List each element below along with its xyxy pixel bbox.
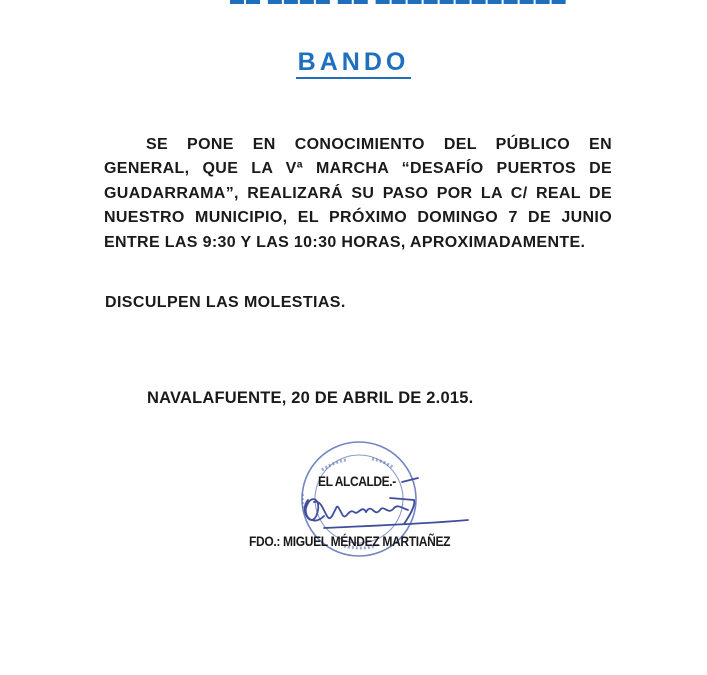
official-seal-and-signature xyxy=(284,442,474,572)
signer-name: FDO.: MIGUEL MÉNDEZ MARTIAÑEZ xyxy=(249,533,451,549)
cropped-header-remnant xyxy=(230,0,480,3)
announcement-body: SE PONE EN CONOCIMIENTO DEL PÚBLICO EN GENERAL, QUE LA Vª MARCHA “DESAFÍO PUERTOS DE GUADARRAMA”, REALIZARÁ SU PASO POR LA C/ REAL DE NUESTRO MUNICIPIO, EL PRÓXIMO DOMINGO 7 DE JUNIO ENTRE LAS 9:30 Y LAS 10:30 HORAS, APROXIMADAMENTE. xyxy=(104,136,612,251)
signer-role: EL ALCALDE.- xyxy=(318,473,396,489)
document-title: BANDO xyxy=(0,48,707,77)
closing-line: DISCULPEN LAS MOLESTIAS. xyxy=(105,294,346,311)
place-and-date: NAVALAFUENTE, 20 DE ABRIL DE 2.015. xyxy=(147,389,474,407)
